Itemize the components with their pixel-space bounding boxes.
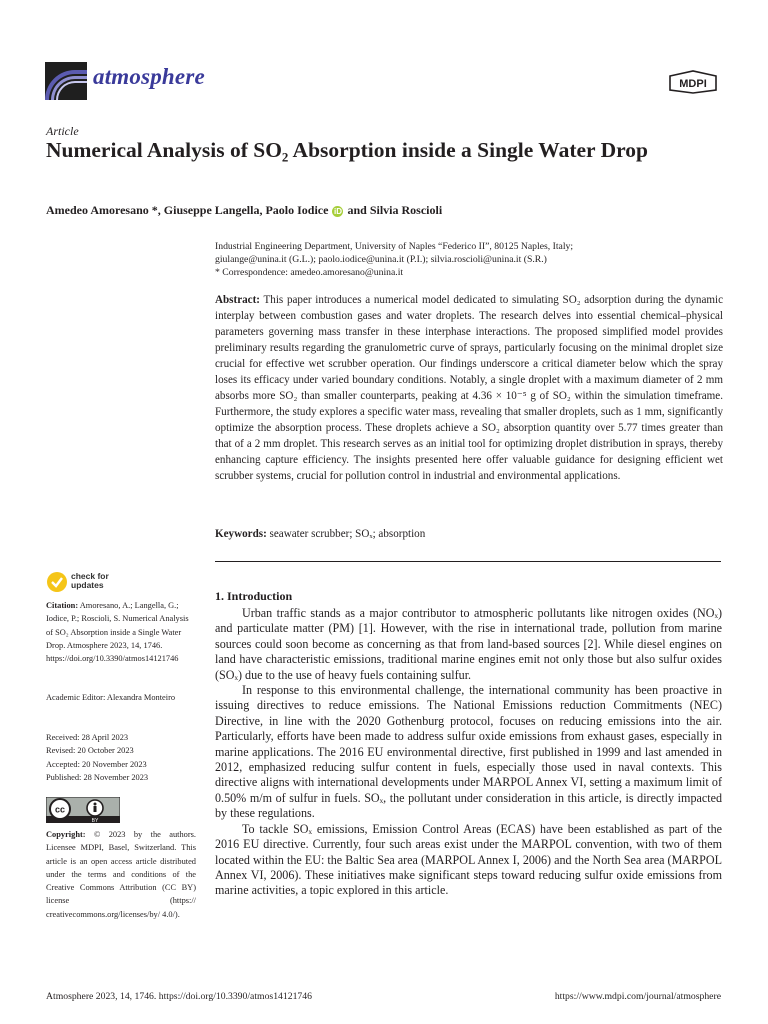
abstract-label: Abstract: xyxy=(215,294,260,306)
mdpi-logo-text: MDPI xyxy=(679,78,707,90)
published-date: Published: 28 November 2023 xyxy=(46,772,149,782)
abstract xyxy=(215,292,723,484)
check-for-updates-button[interactable] xyxy=(46,571,126,593)
mdpi-logo-icon xyxy=(666,70,720,94)
affiliation-line: Industrial Engineering Department, University of Naples “Federico II”, 80125 Naples, Italy; xyxy=(215,241,574,252)
correspondence: * Correspondence: amedeo.amoresano@unina.it xyxy=(215,267,404,278)
orcid-icon[interactable]: iD xyxy=(333,206,342,216)
affiliations xyxy=(215,240,725,279)
introduction-body xyxy=(215,606,722,899)
citation-text: Amoresano, A.; Langella, G.; Iodice, P.; Roscioli, S. Numerical Analysis of SO₂ Absorption inside a Single Water Drop. Atmosphere 2023, 14, 1746. https://doi.org/10.3390/atmos14121746 xyxy=(46,601,189,664)
paragraph: In response to this environmental challenge, the international community has been proactive in issuing directives to reduce emissions. The National Emissions reduction Commitments (NEC) Directive, in line with the 2020 Gothenburg protocol, focuses on reducing emissions into the air. Particularly, efforts have been made to address sulfur oxide emissions from exhaust gases, especially in marine applications. The 2016 EU environmental directive, first published in 1999 and last amended in 2012, emphasized reducing sulfur content in fuels, especially those used in naval contexts. This directive aligns with international developments under MARPOL Annex VI, setting a maximum limit of 0.50% m/m of sulfur in fuels. SOₓ, the pollutant under consideration in this article, is directly impacted by these regulations. xyxy=(215,683,722,821)
author-name: Amedeo Amoresano *, xyxy=(46,203,161,217)
section-heading: 1. Introduction xyxy=(215,589,293,603)
citation-label: Citation: xyxy=(46,601,79,610)
academic-editor: Academic Editor: Alexandra Monteiro xyxy=(46,693,176,702)
copyright-label: Copyright: xyxy=(46,830,86,839)
article-title xyxy=(46,139,686,162)
divider xyxy=(215,561,721,562)
affiliation-emails: giulange@unina.it (G.L.); paolo.iodice@unina.it (P.I.); silvia.roscioli@unina.it (S.R.) xyxy=(215,254,547,265)
copyright-block xyxy=(46,828,196,921)
keywords xyxy=(215,528,425,540)
cc-by-license-icon[interactable] xyxy=(46,797,120,823)
citation-block xyxy=(46,599,196,665)
dates-block xyxy=(46,731,196,784)
received-date: Received: 28 April 2023 xyxy=(46,733,129,742)
footer-journal-link[interactable]: https://www.mdpi.com/journal/atmosphere xyxy=(554,991,721,1002)
abstract-text: This paper introduces a numerical model dedicated to simulating SO₂ adsorption during the dynamic interplay between combustion gases and water droplets. The research delves into essential chemical–physical parameters governing mass transfer in these interphase interactions. The proposed simplified model provides preliminary results regarding the granulometric curve of sprays, particularly focusing on the minimal droplet size crucial for effective wet scrubber operation. Our findings underscore a critical diameter below which the spray loses its efficacy under varied boundary conditions. Notably, a single droplet with a maximum diameter of 2 mm absorbs more SO₂ than smaller counterparts, peaking at 4.36 × 10⁻⁵ g of SO₂ within the simulation timeframe. Furthermore, the study explores a specific water mass, revealing that smaller droplets, such as 1 mm, significantly optimize the absorption process. These droplets achieve a SO₂ absorption quantity over 5.77 times greater than that of a 2 mm droplet. This research serves as an initial tool for optimizing droplet distribution in sprays, thereby enhancing capture efficiency. The insights presented here offer valuable guidance for designing efficient wet scrubber systems, crucial for pollution control in industrial and environmental applications. xyxy=(215,294,724,482)
check-line1: check for xyxy=(71,571,109,581)
author-name: Paolo Iodice xyxy=(265,203,329,217)
check-line2: updates xyxy=(71,580,104,590)
paragraph: To tackle SOₓ emissions, Emission Control Areas (ECAS) have been established as part of the 2016 EU directive. Currently, four such areas exist under the MARPOL convention, with two of them located within the EU: the Baltic Sea area (MARPOL Annex I, 2006) and the North Sea area (MARPOL Annex VI, 2006). These initiatives make significant steps toward reducing sulfur oxide emissions from marine activities, a topic explored in this article. xyxy=(215,821,722,898)
keywords-label: Keywords: xyxy=(215,528,267,540)
article-type: Article xyxy=(46,124,79,138)
svg-text:BY: BY xyxy=(91,818,99,823)
journal-name: atmosphere xyxy=(93,64,205,89)
author-name: Giuseppe Langella, xyxy=(163,203,263,217)
keywords-text: seawater scrubber; SOₓ; absorption xyxy=(269,528,426,540)
paragraph: Urban traffic stands as a major contributor to atmospheric pollutants like nitrogen oxides (NOₓ) and particulate matter (PM) [1]. However, with the rise in international trade, pollution from marine sources could soon become as concerning as that from land-based sources [2]. While diesel engines on land have characteristic emissions, traditional marine engines emit not only those but also sulfur oxides (SOₓ) due to the use of heavy fuels containing sulfur. xyxy=(215,606,722,682)
check-icon xyxy=(46,571,68,593)
article-title-text: Numerical Analysis of SO₂ Absorption inside a Single Water Drop xyxy=(46,138,648,162)
accepted-date: Accepted: 20 November 2023 xyxy=(46,759,147,769)
author-name: and Silvia Roscioli xyxy=(347,203,443,217)
journal-logo-icon xyxy=(45,62,87,100)
svg-text:cc: cc xyxy=(54,804,66,815)
footer-citation: Atmosphere 2023, 14, 1746. https://doi.org/10.3390/atmos14121746 xyxy=(46,991,312,1002)
revised-date: Revised: 20 October 2023 xyxy=(46,746,134,756)
author-list xyxy=(46,203,442,218)
copyright-text: © 2023 by the authors. Licensee MDPI, Basel, Switzerland. This article is an open access article distributed under the terms and conditions of the Creative Commons Attribution (CC BY) license (https:// creativecommons.org/licenses/by/ 4.0/). xyxy=(46,830,197,919)
